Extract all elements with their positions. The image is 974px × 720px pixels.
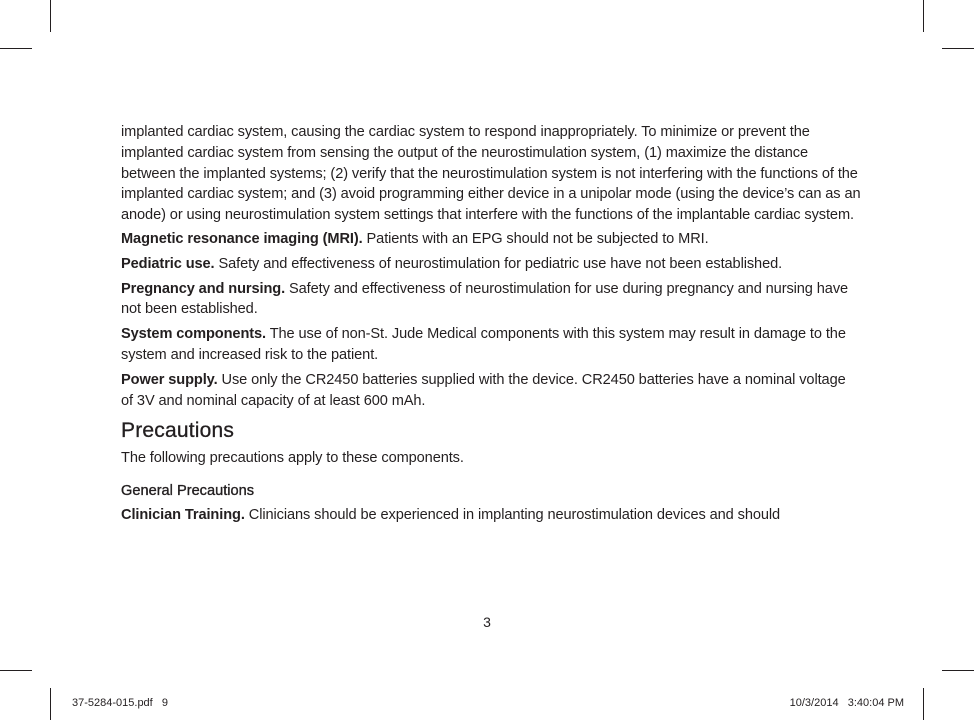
power-supply-paragraph (121, 370, 861, 412)
crop-mark (50, 0, 51, 32)
clinician-training-lead: Clinician Training. (121, 507, 245, 524)
pediatric-text: Safety and effectiveness of neurostimulation for pediatric use have not been established. (214, 255, 783, 272)
crop-mark (923, 688, 924, 720)
general-precautions-heading: General Precautions (121, 483, 255, 500)
pregnancy-paragraph (121, 279, 861, 321)
intro-paragraph: implanted cardiac system, causing the cardiac system to respond inappropriately. To minimize or prevent the implanted cardiac system from sensing the output of the neurostimulation system, (1) maximize the distance between the implanted systems; (2) verify that the neurostimulation system is not interfering with the functions of the implanted cardiac system; and (3) avoid programming either device in a unipolar mode (using the device’s can as an anode) or using neurostimulation system settings that interfere with the functions of the implantable cardiac system. (121, 124, 861, 224)
slug-timestamp: 10/3/2014 3:40:04 PM (789, 697, 904, 709)
system-components-lead: System components. (121, 326, 266, 343)
clinician-training-paragraph (121, 505, 861, 526)
power-supply-lead: Power supply. (121, 371, 218, 388)
power-supply-text: Use only the CR2450 batteries supplied with the device. CR2450 batteries have a nominal voltage of 3V and nominal capacity of at least 600 mAh. (121, 371, 846, 409)
mri-lead: Magnetic resonance imaging (MRI). (121, 230, 363, 247)
system-components-paragraph (121, 324, 861, 366)
crop-mark (0, 48, 32, 49)
precautions-heading: Precautions (121, 419, 235, 443)
pediatric-paragraph (121, 254, 861, 275)
crop-mark (942, 670, 974, 671)
mri-paragraph (121, 229, 861, 250)
crop-mark (50, 688, 51, 720)
pregnancy-text: Safety and effectiveness of neurostimulation for use during pregnancy and nursing have not been established. (121, 280, 849, 318)
crop-mark (0, 670, 32, 671)
clinician-training-text: Clinicians should be experienced in implanting neurostimulation devices and should (244, 507, 781, 524)
slug-filename: 37-5284-015.pdf 9 (72, 697, 169, 709)
pediatric-lead: Pediatric use. (121, 255, 215, 272)
crop-mark (923, 0, 924, 32)
crop-mark (942, 48, 974, 49)
pregnancy-lead: Pregnancy and nursing. (121, 280, 286, 297)
system-components-text: The use of non-St. Jude Medical components with this system may result in damage to the system and increased risk to the patient. (121, 326, 846, 363)
page-content (121, 122, 861, 530)
page-number: 3 (483, 614, 491, 630)
precautions-intro: The following precautions apply to these components. (121, 450, 464, 467)
mri-text: Patients with an EPG should not be subjected to MRI. (362, 230, 709, 247)
